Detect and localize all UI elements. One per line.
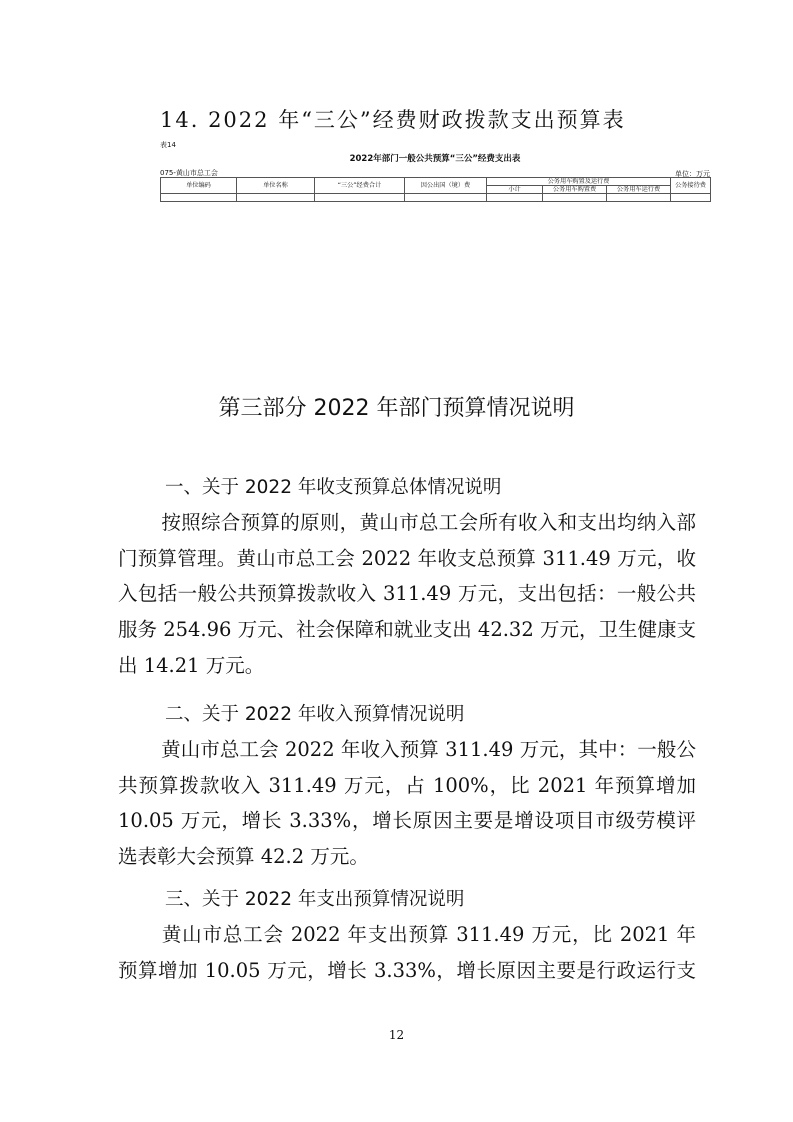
- section-paragraph-2: 黄山市总工会 2022 年收入预算 311.49 万元，其中：一般公共预算拨款收入 311.49 万元，占 100%，比 2021 年预算增加 10.05 万元，增长 3.33%，增长原因主要是增设项目市级劳模评选表彰大会预算 42.2 万元。: [118, 738, 696, 869]
- header-unit-code: 单位编码: [161, 178, 237, 194]
- header-subtotal: 小计: [487, 186, 543, 194]
- table-grid: [160, 177, 711, 202]
- header-total: “三公”经费合计: [315, 178, 405, 194]
- header-vehicle-purchase: 公务用车购置费: [543, 186, 607, 194]
- header-unit-name: 单位名称: [237, 178, 315, 194]
- header-abroad: 因公出国（境）费: [405, 178, 487, 194]
- table-row: [161, 194, 711, 202]
- part-title: 第三部分 2022 年部门预算情况说明: [218, 396, 575, 421]
- header-reception: 公务接待费: [671, 178, 711, 194]
- three-public-expense-table: [160, 140, 710, 215]
- header-vehicle-group: 公务用车购置及运行费: [487, 178, 671, 186]
- section-paragraph-3: 黄山市总工会 2022 年支出预算 311.49 万元，比 2021 年预算增加 10.05 万元，增长 3.33%，增长原因主要是行政运行支: [118, 923, 696, 982]
- section-heading-3: 三、关于 2022 年支出预算情况说明: [165, 889, 465, 910]
- section-heading: 14. 2022 年“三公”经费财政拨款支出预算表: [160, 108, 626, 132]
- table-unit-name: 075-黄山市总工会: [160, 169, 218, 177]
- header-vehicle-running: 公务用车运行费: [607, 186, 671, 194]
- table-title: 2022年部门一般公共预算“三公”经费支出表: [349, 154, 521, 164]
- section-heading-1: 一、关于 2022 年收支预算总体情况说明: [165, 477, 502, 498]
- section-heading-2: 二、关于 2022 年收入预算情况说明: [165, 704, 465, 725]
- section-paragraph-1: 按照综合预算的原则，黄山市总工会所有收入和支出均纳入部门预算管理。黄山市总工会 2022 年收支总预算 311.49 万元，收入包括一般公共预算拨款收入 311.49 万元，支出包括：一般公共服务 254.96 万元、社会保障和就业支出 42.32 万元，卫生健康支出 14.21 万元。: [118, 511, 696, 677]
- table-unit: 单位：万元: [675, 170, 710, 178]
- page-number: 12: [388, 1028, 405, 1042]
- table-tag: 表14: [160, 141, 176, 149]
